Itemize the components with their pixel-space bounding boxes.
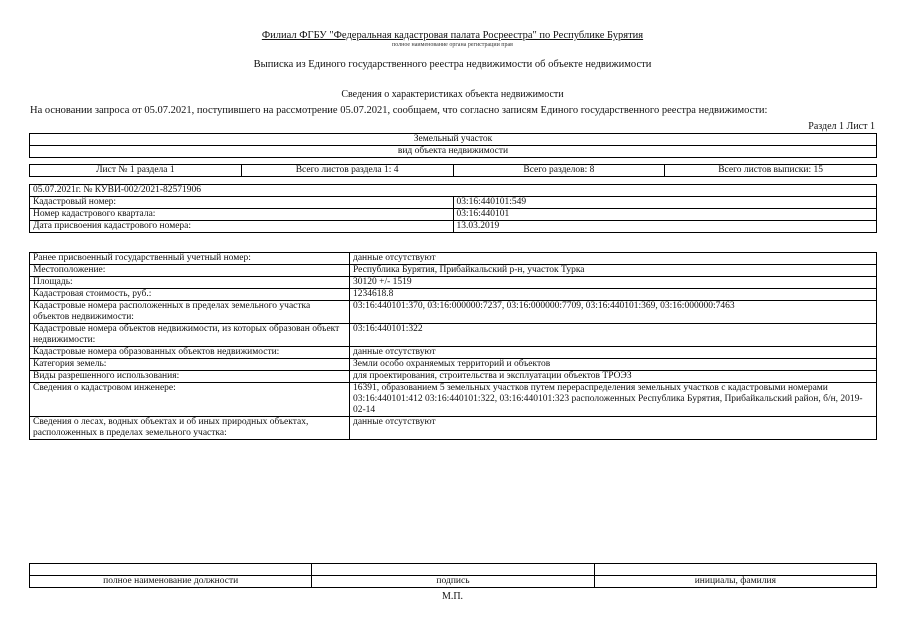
- total-sections: Всего разделов: 8: [453, 165, 665, 177]
- organization-caption: полное наименование органа регистрации прав: [391, 42, 514, 48]
- organization-name: Филиал ФГБУ "Федеральная кадастровая палата Росреестра" по Республике Бурятия: [261, 30, 644, 41]
- detail-label: Сведения о лесах, водных объектах и об иных природных объектах, расположенных в пределах земельного участка:: [30, 417, 350, 440]
- page-reference: Раздел 1 Лист 1: [808, 121, 875, 132]
- detail-value: 03:16:440101:322: [350, 324, 877, 347]
- intro-text: На основании запроса от 05.07.2021, поступившего на рассмотрение 05.07.2021, сообщаем, что согласно записям Единого государственного реестра недвижимости:: [30, 105, 768, 116]
- signature-position-caption: полное наименование должности: [30, 576, 312, 588]
- detail-value: 1234618.8: [350, 289, 877, 301]
- section-title: Сведения о характеристиках объекта недвижимости: [341, 89, 564, 100]
- info-label: Дата присвоения кадастрового номера:: [30, 221, 454, 233]
- request-date-number: 05.07.2021г. № КУВИ-002/2021-82571906: [30, 185, 877, 197]
- detail-value: 16391, образованием 5 земельных участков путем перераспределения земельных участков с кадастровыми номерами 03:16:440101:412 03:16:440101:322, 03:16:440101:323 расположенных Республика Бурятия, Прибайкальский район, б/н, 2019-02-14: [350, 383, 877, 417]
- object-type-caption: вид объекта недвижимости: [30, 146, 877, 158]
- detail-label: Виды разрешенного использования:: [30, 371, 350, 383]
- detail-value: Земли особо охраняемых территорий и объектов: [350, 359, 877, 371]
- info-value: 03:16:440101: [453, 209, 877, 221]
- detail-value: данные отсутствуют: [350, 253, 877, 265]
- detail-value: 30120 +/- 1519: [350, 277, 877, 289]
- signature-table: [29, 563, 877, 588]
- detail-value: 03:16:440101:370, 03:16:000000:7237, 03:16:000000:7709, 03:16:440101:369, 03:16:000000:7463: [350, 301, 877, 324]
- info-label: Кадастровый номер:: [30, 197, 454, 209]
- object-type-table: [29, 133, 877, 158]
- signature-sign-caption: подпись: [312, 576, 594, 588]
- detail-value: данные отсутствуют: [350, 417, 877, 440]
- sheet-number: Лист № 1 раздела 1: [30, 165, 242, 177]
- detail-label: Сведения о кадастровом инженере:: [30, 383, 350, 417]
- sheets-table: [29, 164, 877, 177]
- sheets-in-section: Всего листов раздела 1: 4: [241, 165, 453, 177]
- stamp-place: М.П.: [441, 591, 464, 602]
- signature-sign-cell: [312, 564, 594, 576]
- detail-label: Площадь:: [30, 277, 350, 289]
- detail-value: для проектирования, строительства и эксплуатации объектов ТРОЭЗ: [350, 371, 877, 383]
- detail-label: Кадастровые номера расположенных в пределах земельного участка объектов недвижимости:: [30, 301, 350, 324]
- detail-value: Республика Бурятия, Прибайкальский р-н, участок Турка: [350, 265, 877, 277]
- detail-label: Кадастровые номера образованных объектов недвижимости:: [30, 347, 350, 359]
- document-title: Выписка из Единого государственного реестра недвижимости об объекте недвижимости: [253, 59, 652, 70]
- detail-label: Местоположение:: [30, 265, 350, 277]
- signature-name-caption: инициалы, фамилия: [594, 576, 876, 588]
- signature-name-cell: [594, 564, 876, 576]
- detail-label: Кадастровые номера объектов недвижимости, из которых образован объект недвижимости:: [30, 324, 350, 347]
- total-sheets: Всего листов выписки: 15: [665, 165, 877, 177]
- detail-label: Ранее присвоенный государственный учетный номер:: [30, 253, 350, 265]
- info-value: 13.03.2019: [453, 221, 877, 233]
- cadastral-info-table: [29, 184, 877, 233]
- object-details-table: [29, 252, 877, 440]
- detail-value: данные отсутствуют: [350, 347, 877, 359]
- info-label: Номер кадастрового квартала:: [30, 209, 454, 221]
- detail-label: Категория земель:: [30, 359, 350, 371]
- signature-position-cell: [30, 564, 312, 576]
- info-value: 03:16:440101:549: [453, 197, 877, 209]
- object-type: Земельный участок: [30, 134, 877, 146]
- detail-label: Кадастровая стоимость, руб.:: [30, 289, 350, 301]
